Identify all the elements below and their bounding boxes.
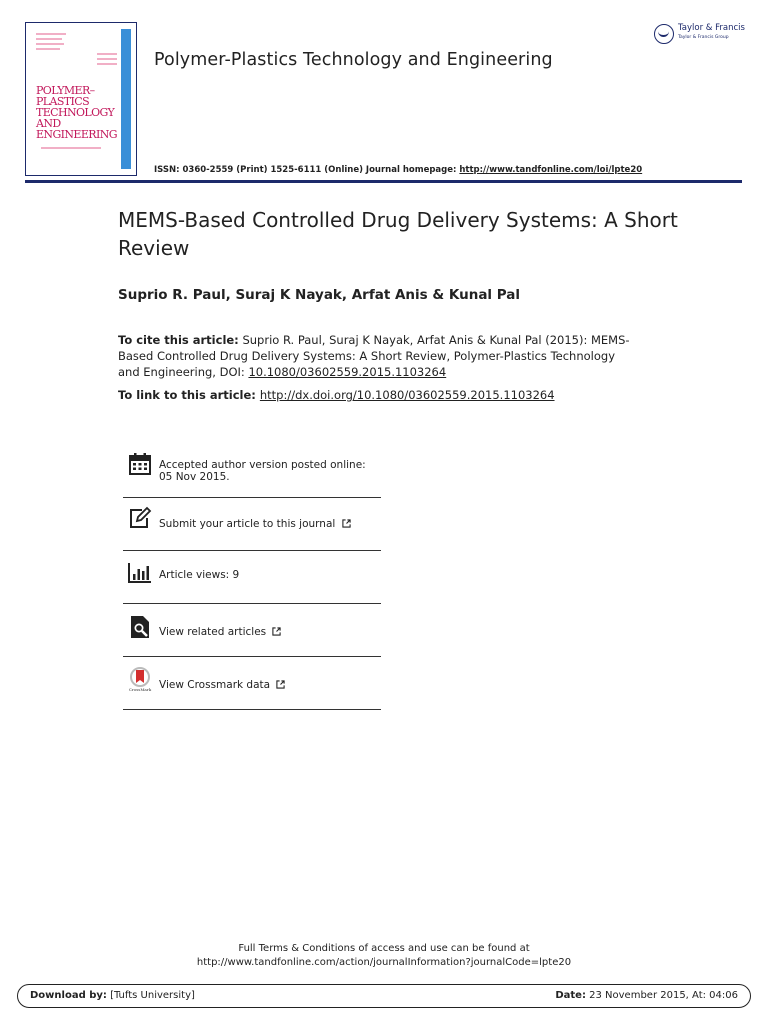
related-articles-link[interactable] <box>123 604 381 657</box>
terms-line-1: Full Terms & Conditions of access and use can be found at <box>238 943 530 954</box>
article-authors: Suprio R. Paul, Suraj K Nayak, Arfat Anis & Kunal Pal <box>118 287 521 303</box>
download-date: Date: 23 November 2015, At: 04:06 <box>555 990 738 1001</box>
download-info-bar <box>17 984 751 1008</box>
edit-icon <box>128 506 152 530</box>
cite-label: To cite this article: <box>118 333 239 347</box>
publisher-group: Taylor & Francis Group <box>678 35 729 40</box>
issn-text: ISSN: 0360-2559 (Print) 1525-6111 (Online) Journal homepage: <box>154 165 460 175</box>
terms-footer <box>0 942 768 970</box>
crossmark-label: View Crossmark data <box>159 679 271 691</box>
journal-cover <box>25 22 137 176</box>
publisher-name: Taylor & Francis <box>678 23 745 33</box>
article-url-link[interactable]: http://dx.doi.org/10.1080/03602559.2015.1103264 <box>259 388 555 402</box>
download-by: Download by: [Tufts University] <box>30 990 195 1001</box>
accepted-row <box>123 445 381 498</box>
accepted-text: Accepted author version posted online: 05 Nov 2015. <box>159 459 366 483</box>
doi-link[interactable]: 10.1080/03602559.2015.1103264 <box>248 365 447 379</box>
terms-url[interactable]: http://www.tandfonline.com/action/journalInformation?journalCode=lpte20 <box>196 957 572 968</box>
link-label: To link to this article: <box>118 388 260 402</box>
journal-homepage-link[interactable]: http://www.tandfonline.com/loi/lpte20 <box>459 165 643 175</box>
submit-article-link[interactable] <box>123 498 381 551</box>
header-divider <box>25 180 742 183</box>
views-text: Article views: 9 <box>159 569 240 581</box>
related-label: View related articles <box>159 626 267 638</box>
article-info-list <box>123 445 381 710</box>
article-link-line <box>118 388 555 402</box>
journal-title: Polymer-Plastics Technology and Engineering <box>154 50 553 70</box>
external-link-icon <box>272 627 281 636</box>
crossmark-icon <box>128 667 152 691</box>
document-search-icon <box>128 615 152 639</box>
calendar-icon <box>128 452 152 476</box>
cover-title: POLYMER–PLASTICS TECHNOLOGY AND ENGINEERING <box>36 84 117 141</box>
article-title: MEMS-Based Controlled Drug Delivery Systems: A Short Review <box>118 208 678 260</box>
issn-line <box>154 165 642 175</box>
external-link-icon <box>342 519 351 528</box>
publisher-logo <box>654 22 754 48</box>
crossmark-badge-text: CrossMark <box>128 687 152 691</box>
citation <box>118 332 638 380</box>
external-link-icon <box>276 680 285 689</box>
taylor-francis-icon <box>654 24 674 44</box>
bar-chart-icon <box>128 561 152 585</box>
crossmark-link[interactable] <box>123 657 381 710</box>
views-row <box>123 551 381 604</box>
cite-text: Suprio R. Paul, Suraj K Nayak, Arfat Anis & Kunal Pal (2015): MEMS-Based Controlled Drug Delivery Systems: A Short Review, Polymer-Plastics Technology and Engineering, DOI: <box>118 333 630 379</box>
submit-label: Submit your article to this journal <box>159 518 336 530</box>
